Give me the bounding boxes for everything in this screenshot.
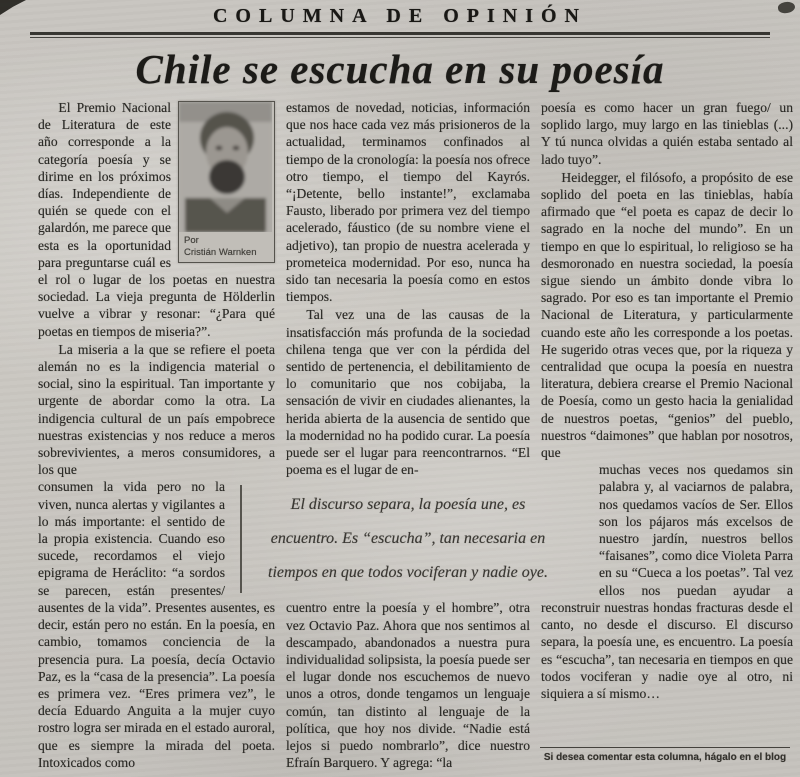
blog-comment-note bbox=[540, 747, 790, 763]
article-column-1 bbox=[38, 99, 275, 771]
paragraph-col1-2-continued: consumen la vida pero no la viven, nunca alertas y vigilantes a lo más importante: el sentido de la propia existencia. Cuando eso sucede, recordamos el viejo epigrama de Heráclito: “a sordos se parecen, están presentes/ ausentes de la vida”. Presentes ausentes, es decir, están pero no están. En la poesía, en cambio, tomamos conciencia de la presencia pura. La poesía, decía Octavio Paz, es la “casa de la presencia”. La poesía es primera vez. “Eres primera vez”, le decía Eduardo Anguita a la mujer cuyo rostro logra ser mirada en el estado auroral, que es siempre la mirada del poeta. Intoxicados como bbox=[38, 479, 275, 770]
article-headline: Chile se escucha en su poesía bbox=[135, 46, 665, 92]
masthead-rule-thin bbox=[30, 37, 770, 38]
paragraph-col3-1: poesía es como hacer un gran fuego/ un soplido largo, muy largo en las tinieblas (...) Y tú nunca olvidas a quién estaba sentado al lado tuyo”. bbox=[541, 100, 793, 167]
paragraph-col2-1: estamos de novedad, noticias, información que nos hace cada vez más prisioneros de la actualidad, terminamos confinados al tiempo de la cronología: la poesía nos ofrece otro tiempo, el tiempo del Kayrós. “¡Detente, bello instante!”, exclamaba Fausto, liberado por primera vez del tiempo acelerado, fáustico (de su nombre viene el adjetivo), tan propio de nuestra acelerada y prometeica modernidad. Por eso, nunca ha sido tan necesaria la poesía como en estos tiempos. bbox=[286, 100, 530, 305]
article-column-3 bbox=[541, 99, 793, 702]
pullquote-wrap-spacer-right-column bbox=[541, 461, 599, 583]
section-masthead bbox=[0, 0, 800, 93]
author-photo bbox=[179, 102, 274, 232]
author-photo-box bbox=[178, 101, 275, 263]
byline-prefix: Por bbox=[184, 235, 199, 246]
paragraph-col3-2-continued: muchas veces nos quedamos sin palabra y, al vaciarnos de palabra, nos quedamos vacíos de Ser. Ellos son los pájaros más excelsos de nuestro jardín, nuestros bellos “faisanes”, como dice Violeta Parra en su “Cueca a los poetas”. Tal vez ellos nos puedan ayudar a reconstruir nuestras hondas fracturas desde el canto, no desde el discurso. El discurso separa, la poesía une, es encuentro. La poesía es “escucha”, tan necesaria en tiempos en que todos vociferan y nadie oye al otro, ni siquiera a sí mismo… bbox=[541, 462, 793, 701]
masthead-rules bbox=[30, 32, 770, 38]
photo-caption bbox=[179, 232, 274, 262]
paragraph-col1-2: La miseria a la que se refiere el poeta alemán no es la indigencia material o social, sino la espiritual. Tan importante y urgente de abordar como la otra. La indigencia cultural de un país empobrece nuestras existencias y nos reduce a meros sobrevivientes, a meros consumidores, a los que bbox=[38, 341, 275, 478]
section-kicker: COLUMNA DE OPINIÓN bbox=[212, 5, 587, 27]
byline-author: Cristián Warnken bbox=[184, 246, 257, 258]
paragraph-col2-2: Tal vez una de las causas de la insatisfacción más profunda de la sociedad chilena tenga que ver con la pérdida del sentido de pertenencia, el debilitamiento de lo comunitario que nos cobijaba, la sensación de vivir en ciudades alienantes, la herida abierta de la ausencia de sentido que la modernidad no ha podido curar. La poesía puede ser el lugar para reencontrarnos. “El poema es el lugar de en- bbox=[286, 307, 530, 478]
article-body bbox=[0, 97, 800, 772]
blog-comment-note-text: Si desea comentar esta columna, hágalo en el blog bbox=[543, 752, 787, 763]
paragraph-col1-1: El Premio Nacional de Literatura de este año corresponde a la categoría poesía y se dirime en los próximos días. Independiente de quién se quede con el galardón, me parece que esta es la oportunidad para preguntarse cuál es el rol o lugar de los poetas en nuestra sociedad. La vieja pregunta de Hölderlin vuelve a vibrar y resonar: “¿Para qué poetas en tiempos de miseria?”. bbox=[38, 100, 275, 339]
paragraph-col3-2: Heidegger, el filósofo, a propósito de ese soplido del poeta en las tinieblas, había afirmado que “el poeta es capaz de decir lo sagrado en la noche del mundo”. En un tiempo en que lo espiritual, lo religioso se ha desmoronado en nuestra sociedad, la poesía sigue siendo un ámbito donde vibra lo sagrado. Por eso es tan importante el Premio Nacional de Literatura, y particularmente cuando este año les corresponde a los poetas. He sugerido otras veces que, por la riqueza y centralidad que ocupa la poesía en nuestra literatura, debiera crearse el Premio Nacional de Poesía, como un gesto hacia la genialidad de nuestros poetas, “genios” del pueblo, nuestros “daimones” que hablan por nosotros, que bbox=[541, 169, 793, 461]
pull-quote bbox=[240, 485, 548, 593]
pull-quote-text: El discurso separa, la poesía une, es encuentro. Es “escucha”, tan necesaria en tiempos en que todos vociferan y nadie oye. bbox=[268, 496, 548, 582]
article-column-2 bbox=[268, 99, 548, 772]
paragraph-col2-2-continued: cuentro entre la poesía y el hombre”, otra vez Octavio Paz. Ahora que nos sentimos al descampado, abandonados a nuestra pura individualidad solipsista, la poesía puede ser el lugar donde nos escuchemos de nuevo unos a otros, donde tengamos un lenguaje común, tan distinto al lenguaje de la política, que hoy nos divide. “Nadie está lejos si puedo nombrarlo”, dice nuestro Efraín Barquero. Y agrega: “la bbox=[286, 600, 530, 771]
masthead-rule-thick bbox=[30, 32, 770, 35]
